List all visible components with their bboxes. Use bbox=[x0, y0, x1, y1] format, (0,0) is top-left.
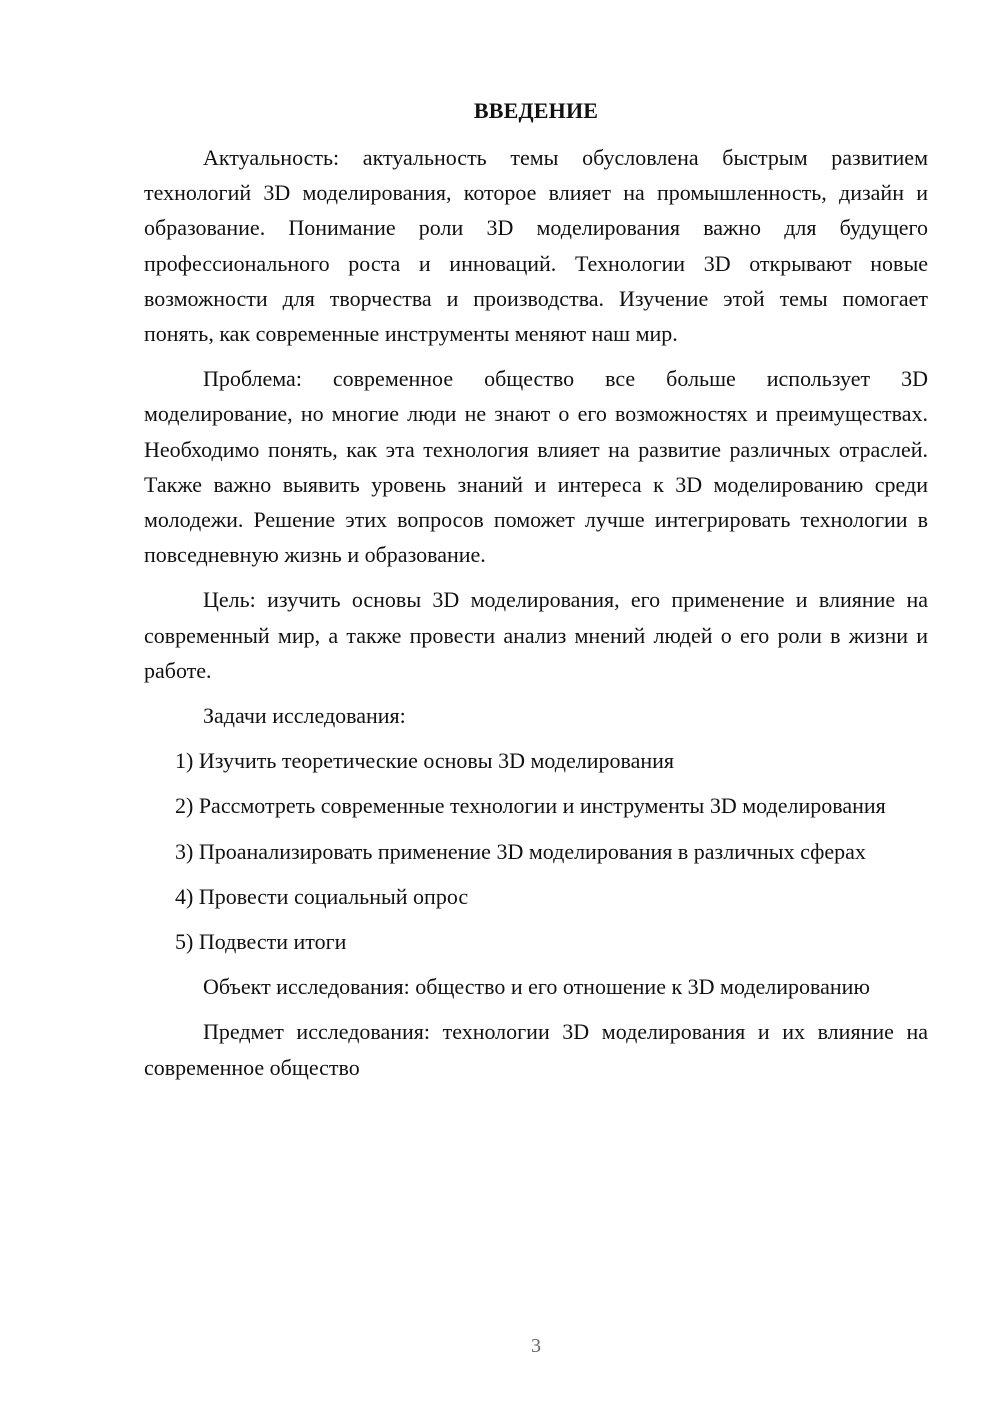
task-item-1: 1) Изучить теоретические основы 3D моделирования bbox=[175, 748, 674, 774]
task-item-3: 3) Проанализировать применение 3D моделирования в различных сферах bbox=[175, 838, 866, 864]
task-item-4: 4) Провести социальный опрос bbox=[175, 883, 469, 909]
paragraph-problem: Проблема: современное общество все больше использует 3D моделирование, но многие люди не знают о его возможностях и преимуществах. Необходимо понять, как эта технология влияет на развитие различных отраслей. Также важно выявить уровень знаний и интереса к 3D моделированию среди молодежи. Решение этих вопросов поможет лучше интегрировать технологии в повседневную жизнь и образование. bbox=[144, 366, 928, 568]
tasks-heading: Задачи исследования: bbox=[203, 703, 406, 729]
task-item-2: 2) Рассмотреть современные технологии и инструменты 3D моделирования bbox=[175, 793, 886, 819]
page-number: 3 bbox=[531, 1335, 541, 1357]
paragraph-relevance: Актуальность: актуальность темы обусловлена быстрым развитием технологий 3D моделирования, которое влияет на промышленность, дизайн и образование. Понимание роли 3D моделирования важно для будущего профессионального роста и инноваций. Технологии 3D открывают новые возможности для творчества и производства. Изучение этой темы помогает понять, как современные инструменты меняют наш мир. bbox=[144, 145, 928, 347]
page-content bbox=[144, 95, 928, 1095]
paragraph-object: Объект исследования: общество и его отношение к 3D моделированию bbox=[203, 974, 870, 1000]
paragraph-subject: Предмет исследования: технологии 3D моделирования и их влияние на современное общество bbox=[144, 1019, 928, 1080]
paragraph-goal: Цель: изучить основы 3D моделирования, его применение и влияние на современный мир, а также провести анализ мнений людей о его роли в жизни и работе. bbox=[144, 587, 928, 683]
task-item-5: 5) Подвести итоги bbox=[175, 929, 347, 955]
page-title: ВВЕДЕНИЕ bbox=[473, 98, 599, 123]
